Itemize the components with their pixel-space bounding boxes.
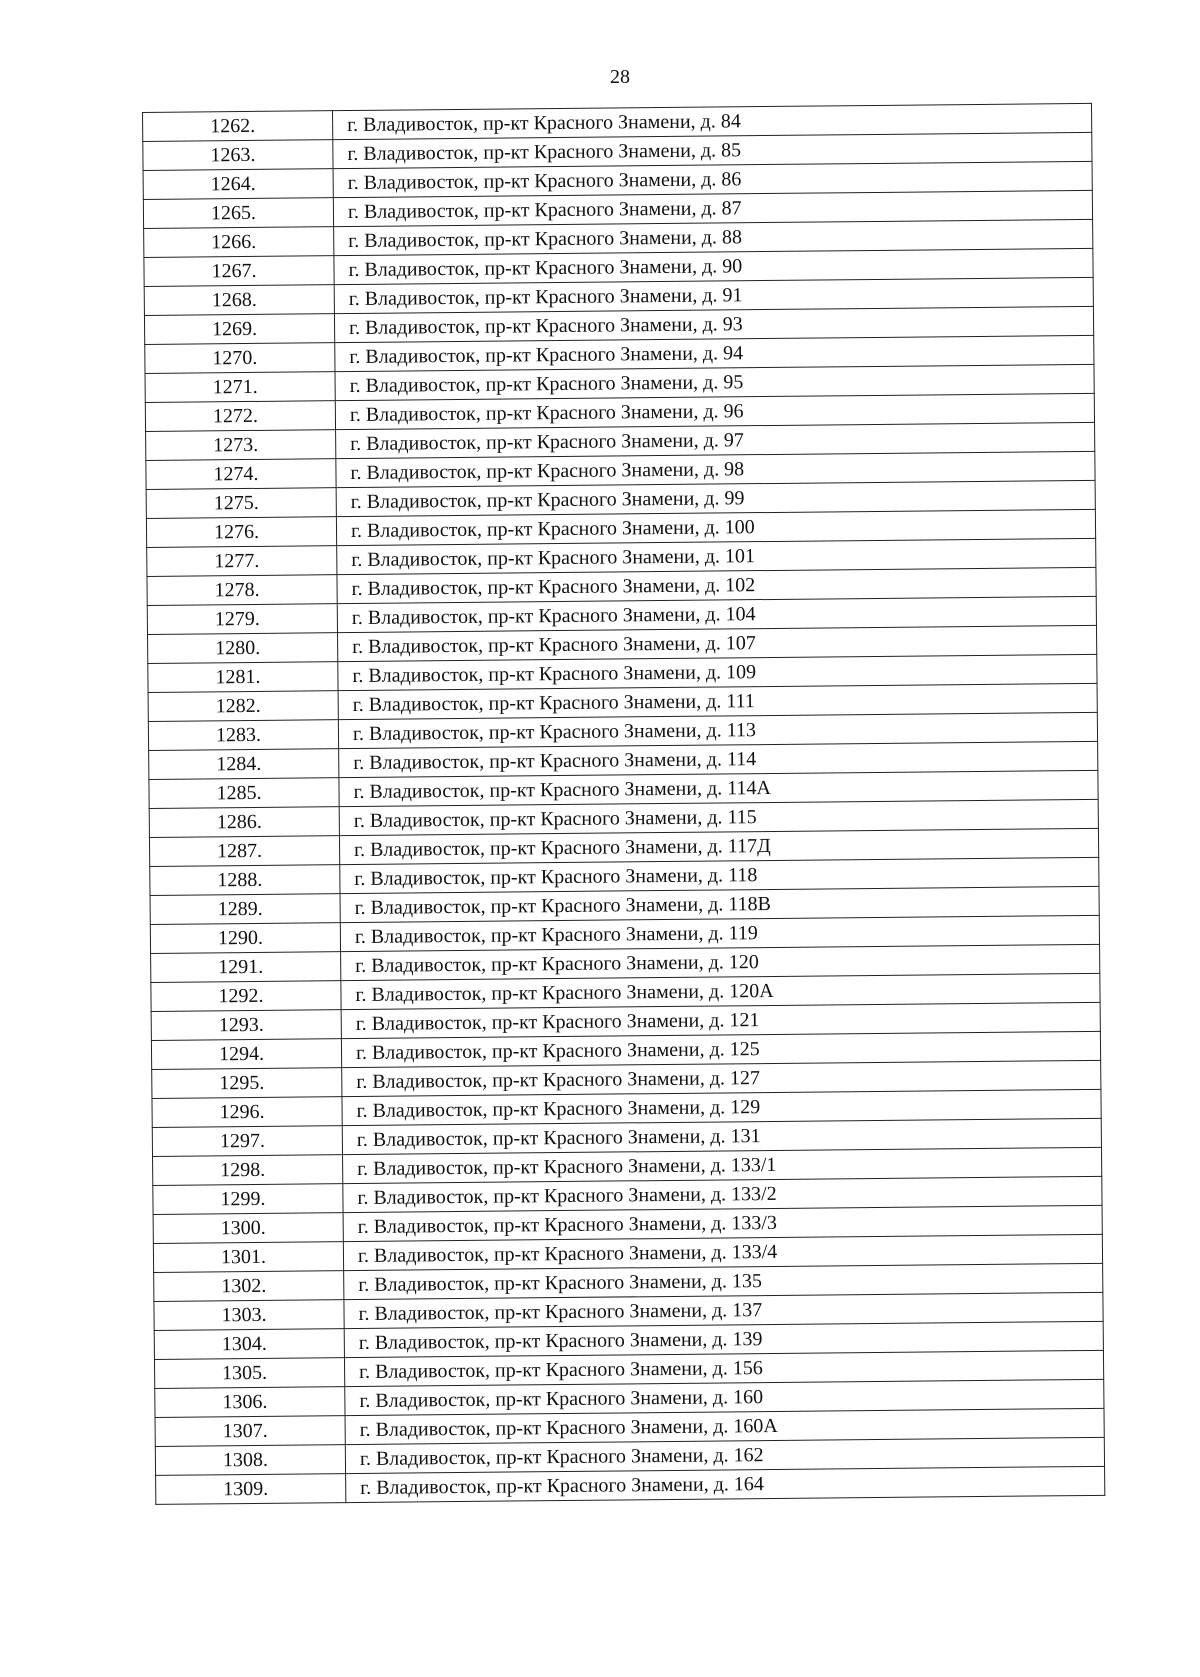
row-address: г. Владивосток, пр-кт Красного Знамени, д. 101 (337, 538, 1096, 574)
row-address: г. Владивосток, пр-кт Красного Знамени, д. 97 (336, 422, 1095, 458)
row-number: 1284. (149, 749, 339, 780)
row-number: 1300. (153, 1213, 343, 1244)
row-number: 1301. (153, 1242, 343, 1273)
row-number: 1286. (149, 807, 339, 838)
row-number: 1266. (144, 227, 334, 258)
row-number: 1285. (149, 778, 339, 809)
row-address: г. Владивосток, пр-кт Красного Знамени, д. 88 (334, 219, 1093, 255)
row-number: 1303. (154, 1300, 344, 1331)
row-number: 1274. (146, 459, 336, 490)
row-number: 1290. (150, 923, 340, 954)
row-number: 1287. (149, 836, 339, 867)
row-number: 1283. (148, 720, 338, 751)
row-address: г. Владивосток, пр-кт Красного Знамени, д. 139 (344, 1321, 1103, 1357)
row-address: г. Владивосток, пр-кт Красного Знамени, д. 100 (336, 509, 1095, 545)
row-address: г. Владивосток, пр-кт Красного Знамени, д. 129 (342, 1089, 1101, 1125)
row-address: г. Владивосток, пр-кт Красного Знамени, д. 160 (345, 1379, 1104, 1415)
row-address: г. Владивосток, пр-кт Красного Знамени, д. 99 (336, 480, 1095, 516)
row-number: 1289. (150, 894, 340, 925)
row-address: г. Владивосток, пр-кт Красного Знамени, д. 162 (345, 1437, 1104, 1473)
page-number: 28 (610, 66, 630, 88)
row-address: г. Владивосток, пр-кт Красного Знамени, д. 111 (338, 683, 1097, 719)
row-address: г. Владивосток, пр-кт Красного Знамени, д. 91 (334, 277, 1093, 313)
address-table (142, 103, 1105, 1505)
row-number: 1305. (154, 1358, 344, 1389)
row-number: 1267. (144, 256, 334, 287)
row-address: г. Владивосток, пр-кт Красного Знамени, д. 93 (334, 306, 1093, 342)
row-address: г. Владивосток, пр-кт Красного Знамени, д. 137 (344, 1292, 1103, 1328)
row-number: 1307. (155, 1416, 345, 1447)
row-number: 1275. (146, 488, 336, 519)
row-number: 1264. (143, 169, 333, 200)
row-number: 1277. (147, 546, 337, 577)
row-address: г. Владивосток, пр-кт Красного Знамени, д. 98 (336, 451, 1095, 487)
row-address: г. Владивосток, пр-кт Красного Знамени, д. 94 (335, 335, 1094, 371)
row-address: г. Владивосток, пр-кт Красного Знамени, д. 96 (335, 393, 1094, 429)
row-address: г. Владивосток, пр-кт Красного Знамени, д. 135 (344, 1263, 1103, 1299)
row-address: г. Владивосток, пр-кт Красного Знамени, д. 118 (340, 857, 1099, 893)
row-address: г. Владивосток, пр-кт Красного Знамени, д. 115 (339, 799, 1098, 835)
row-address: г. Владивосток, пр-кт Красного Знамени, д. 85 (333, 132, 1092, 168)
row-address: г. Владивосток, пр-кт Красного Знамени, д. 125 (341, 1031, 1100, 1067)
row-number: 1278. (147, 575, 337, 606)
row-number: 1268. (144, 285, 334, 316)
address-table-body (143, 103, 1105, 1504)
row-number: 1302. (154, 1271, 344, 1302)
row-address: г. Владивосток, пр-кт Красного Знамени, д. 121 (341, 1002, 1100, 1038)
row-number: 1306. (155, 1387, 345, 1418)
row-number: 1279. (147, 604, 337, 635)
row-address: г. Владивосток, пр-кт Красного Знамени, д. 90 (334, 248, 1093, 284)
row-number: 1296. (152, 1097, 342, 1128)
row-address: г. Владивосток, пр-кт Красного Знамени, д. 102 (337, 567, 1096, 603)
row-address: г. Владивосток, пр-кт Красного Знамени, д. 133/2 (343, 1176, 1102, 1212)
row-address: г. Владивосток, пр-кт Красного Знамени, д. 86 (333, 161, 1092, 197)
row-number: 1262. (143, 111, 333, 142)
row-number: 1271. (145, 372, 335, 403)
row-address: г. Владивосток, пр-кт Красного Знамени, д. 95 (335, 364, 1094, 400)
row-number: 1299. (153, 1184, 343, 1215)
row-number: 1293. (151, 1010, 341, 1041)
row-number: 1309. (156, 1474, 346, 1505)
row-address: г. Владивосток, пр-кт Красного Знамени, д. 156 (344, 1350, 1103, 1386)
row-number: 1276. (146, 517, 336, 548)
row-address: г. Владивосток, пр-кт Красного Знамени, д. 120А (341, 973, 1100, 1009)
row-number: 1294. (151, 1039, 341, 1070)
row-number: 1269. (144, 314, 334, 345)
row-number: 1292. (151, 981, 341, 1012)
row-number: 1270. (145, 343, 335, 374)
row-address: г. Владивосток, пр-кт Красного Знамени, д. 120 (341, 944, 1100, 980)
row-number: 1298. (153, 1155, 343, 1186)
row-address: г. Владивосток, пр-кт Красного Знамени, д. 109 (338, 654, 1097, 690)
row-address: г. Владивосток, пр-кт Красного Знамени, д. 164 (346, 1466, 1105, 1502)
row-address: г. Владивосток, пр-кт Красного Знамени, д. 118В (340, 886, 1099, 922)
row-address: г. Владивосток, пр-кт Красного Знамени, д. 107 (338, 625, 1097, 661)
row-address: г. Владивосток, пр-кт Красного Знамени, д. 113 (338, 712, 1097, 748)
row-number: 1304. (154, 1329, 344, 1360)
row-address: г. Владивосток, пр-кт Красного Знамени, д. 131 (342, 1118, 1101, 1154)
row-number: 1297. (152, 1126, 342, 1157)
row-number: 1291. (151, 952, 341, 983)
row-address: г. Владивосток, пр-кт Красного Знамени, д. 104 (337, 596, 1096, 632)
row-address: г. Владивосток, пр-кт Красного Знамени, д. 133/1 (343, 1147, 1102, 1183)
row-address: г. Владивосток, пр-кт Красного Знамени, д. 133/3 (343, 1205, 1102, 1241)
row-number: 1281. (148, 662, 338, 693)
row-number: 1265. (143, 198, 333, 229)
row-address: г. Владивосток, пр-кт Красного Знамени, д. 114А (339, 770, 1098, 806)
row-number: 1288. (150, 865, 340, 896)
row-number: 1263. (143, 140, 333, 171)
row-number: 1282. (148, 691, 338, 722)
row-address: г. Владивосток, пр-кт Красного Знамени, д. 114 (339, 741, 1098, 777)
row-number: 1272. (145, 401, 335, 432)
row-number: 1295. (152, 1068, 342, 1099)
row-address: г. Владивосток, пр-кт Красного Знамени, д. 117Д (339, 828, 1098, 864)
row-address: г. Владивосток, пр-кт Красного Знамени, д. 133/4 (343, 1234, 1102, 1270)
row-number: 1308. (155, 1445, 345, 1476)
row-address: г. Владивосток, пр-кт Красного Знамени, д. 84 (332, 103, 1091, 139)
row-number: 1273. (146, 430, 336, 461)
row-address: г. Владивосток, пр-кт Красного Знамени, д. 127 (342, 1060, 1101, 1096)
row-number: 1280. (148, 633, 338, 664)
row-address: г. Владивосток, пр-кт Красного Знамени, д. 160А (345, 1408, 1104, 1444)
row-address: г. Владивосток, пр-кт Красного Знамени, д. 119 (340, 915, 1099, 951)
row-address: г. Владивосток, пр-кт Красного Знамени, д. 87 (333, 190, 1092, 226)
